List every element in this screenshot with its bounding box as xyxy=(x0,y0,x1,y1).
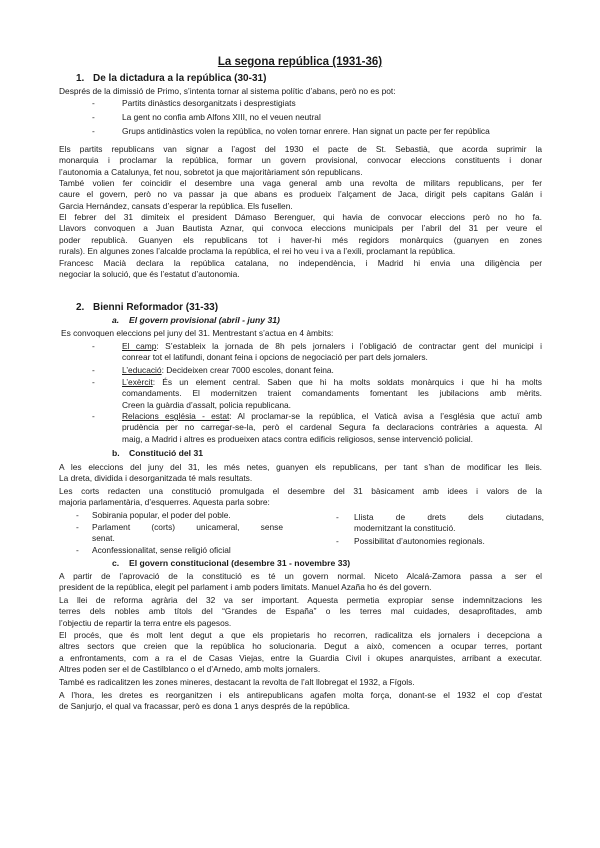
line: A partir de l’aprovació de la constitució es té un govern normal. Niceto Alcalá-Zamora passa a ser el xyxy=(59,571,542,581)
s2b-left-dash: - xyxy=(76,522,79,532)
line: l’objectiu de repartir la terra entre els pagesos. xyxy=(59,617,232,628)
s2a-dash: - xyxy=(92,341,95,351)
section-2-title: Bienni Reformador (31-33) xyxy=(93,302,219,313)
s2b-right-dash: - xyxy=(336,512,339,522)
s2b-left-item-3: Aconfessionalitat, sense religió oficial xyxy=(92,545,231,555)
s1-paragraph-3 xyxy=(59,212,542,258)
line: rurals). En algunes zones l’alcalde proclama la república, el rei ho veu i va a l’exili, proclamant la república. xyxy=(59,246,456,257)
s2c-paragraph-1 xyxy=(59,571,542,594)
section-1-title: De la dictadura a la república (30-31) xyxy=(93,73,267,84)
line: prudència per no carregar-se-la, però el cardenal Segura fa declaracions contràries a aquesta. Al xyxy=(122,422,542,433)
line: La llei de reforma agrària del 32 va ser important. Aquesta permetia expropiar sense indemnitzacions les xyxy=(59,595,542,605)
line: maig, a Madrid i altres es produeixen atacs contra edificis religiosos, sense intervenció policial. xyxy=(122,433,473,444)
line: Altres poden ser el de Castilblanco o el d’Arnedo, amb molts jornalers. xyxy=(59,664,321,675)
line: conrear tot el latifundi, donant feina i opcions de negociació per part dels jornalers. xyxy=(122,352,428,363)
s1-bullet-dash: - xyxy=(92,98,95,108)
subsection-a-title: El govern provisional (abril - juny 31) xyxy=(129,315,280,325)
subsection-c-letter: c. xyxy=(112,558,120,568)
subsection-b-title: Constitució del 31 xyxy=(129,448,204,458)
s2b-left-dash: - xyxy=(76,545,79,555)
s2a-item-label: L’exèrcit xyxy=(122,377,153,387)
s2b-left-dash: - xyxy=(76,510,79,520)
s2a-intro: Es convoquen eleccions pel juny del 31. Mentrestant s’actua en 4 àmbits: xyxy=(61,328,334,338)
line: Les corts redacten una constitució promulgada el desembre del 31 bàsicament amb idees i valors de la xyxy=(59,486,542,496)
s2a-dash: - xyxy=(92,365,95,375)
line: Garcia Hernández, cansats d’esperar la república. Els fusellen. xyxy=(59,200,293,211)
s1-intro: Després de la dimissió de Primo, s’intenta tornar al sistema polític d’abans, però no es pot: xyxy=(59,86,396,96)
subsection-b-heading xyxy=(112,448,203,458)
line: l’autonomia a Catalunya, fet nou, sobretot ja que majoritàriament són republicans. xyxy=(59,166,363,177)
page-title: La segona república (1931-36) xyxy=(217,56,383,68)
s2c-paragraph-4: També es radicalitzen les zones mineres, destacant la revolta de l’alt llobregat el 1932, a Fígols. xyxy=(59,677,415,687)
s1-paragraph-4 xyxy=(59,258,542,281)
line: : S’estableix la jornada de 8h pels jornalers i l’obligació de contractar gent del municipi i xyxy=(156,341,542,351)
section-1-heading xyxy=(76,73,266,84)
s2b-right-item-2: Possibilitat d’autonomies regionals. xyxy=(354,536,485,546)
s2a-item-label: El camp xyxy=(122,341,157,351)
line: : Al proclamar-se la república, el Vaticà avisa a l’església que actuï amb xyxy=(229,411,542,421)
s2a-item-camp xyxy=(122,341,542,364)
line: Creen la guàrdia d’assalt, policia republicana. xyxy=(122,399,291,410)
line: Llavors convoquen a Juan Bautista Aznar, qui convoca eleccions municipals per l’abril del 31 per veure el xyxy=(59,223,542,234)
s2a-dash: - xyxy=(92,411,95,421)
subsection-c-title: El govern constitucional (desembre 31 - novembre 33) xyxy=(129,558,351,568)
s2b-left-item-2 xyxy=(92,522,283,545)
s1-bullet-2: La gent no confia amb Alfons XIII, no el veuen neutral xyxy=(122,112,321,122)
section-2-heading xyxy=(76,302,218,313)
s2a-item-label: L’educació xyxy=(122,365,162,375)
s2a-item-educacio xyxy=(122,365,542,376)
line: terres dels nobles amb títols del “Grandes de España” o les terres mal cuidades, desaprofitades, amb xyxy=(59,606,542,617)
s1-bullet-dash: - xyxy=(92,126,95,136)
line: majoria parlamentària, d’esquerres. Aquesta parla sobre: xyxy=(59,497,270,508)
s2c-paragraph-5 xyxy=(59,690,542,713)
s2a-item-esglesia xyxy=(122,411,542,445)
line: monarquia i proclamar la república, formar un govern provisional, convocar eleccions constituents i donar xyxy=(59,155,542,166)
section-2-number: 2. xyxy=(76,302,85,313)
s1-bullet-dash: - xyxy=(92,112,95,122)
line: Els partits republicans van signar a l’agost del 1930 el pacte de St. Sebastià, que acorda suprimir la xyxy=(59,144,542,154)
s1-bullet-1: Partits dinàstics desorganitzats i desprestigiats xyxy=(122,98,296,108)
line: modernitzant la constitució. xyxy=(354,523,456,534)
line: Parlament (corts) unicameral, sense xyxy=(92,522,283,532)
line: president de la república, elegit pel parlament i amb poders limitats. Manuel Azaña ho és del govern. xyxy=(59,582,432,593)
subsection-a-heading xyxy=(112,315,280,325)
line: : És un element central. Saben que hi ha molts soldats monàrquics i que hi ha molts xyxy=(152,377,542,387)
line: comandaments. El modernitzen traient comandaments fomentant les jubilacions amb mèrits. xyxy=(122,388,542,399)
s2b-paragraph-2 xyxy=(59,486,542,509)
line: Francesc Macià declara la república catalana, no independència, i Madrid hi envia una diligència per xyxy=(59,258,542,268)
line: de Sanjurjo, el qual va fracassar, però es dona 1 anys després de la república. xyxy=(59,701,350,712)
line: Llista de drets dels ciutadans, xyxy=(354,512,544,522)
line: A l’hora, les dretes es reorganitzen i els antirepublicans agafen molta força, donant-se el 1932 el cop d’estat xyxy=(59,690,542,700)
subsection-a-letter: a. xyxy=(112,315,120,325)
line: senat. xyxy=(92,533,115,544)
subsection-c-heading xyxy=(112,558,350,568)
line: El febrer del 31 dimiteix el president Dámaso Berenguer, qui havia de convocar eleccions però no ho fa. xyxy=(59,212,542,222)
line: : Decideixen crear 7000 escoles, donant feina. xyxy=(161,365,334,375)
line: a enfrontaments, com a ra el de Casas Viejas, entre la Guardia Civil i okupes anarquistes, arribant a executar. xyxy=(59,652,542,663)
s2c-paragraph-2 xyxy=(59,595,542,629)
s1-paragraph-2 xyxy=(59,178,542,212)
s1-paragraph-1 xyxy=(59,144,542,178)
line: caure el govern, però no va passar ja que abans es produeix l’alçament de Jaca, dirigit pels capitans Galán i xyxy=(59,189,542,200)
s2c-paragraph-3 xyxy=(59,630,542,676)
s2b-right-item-1 xyxy=(354,512,544,535)
line: poder republicà. Guanyen els republicans tot i haver-hi més regidors monàrquics (guanyen en zones xyxy=(59,234,542,245)
s2b-right-dash: - xyxy=(336,536,339,546)
s2b-paragraph-1 xyxy=(59,462,542,485)
line: negociar la solució, que és l’estatut d’autonomia. xyxy=(59,269,240,280)
s2a-item-label: Relacions església - estat xyxy=(122,411,230,421)
line: La dreta, dividida i desorganitzada té mals resultats. xyxy=(59,473,253,484)
s2a-item-exercit xyxy=(122,377,542,411)
section-1-number: 1. xyxy=(76,73,85,84)
subsection-b-letter: b. xyxy=(112,448,120,458)
s2a-dash: - xyxy=(92,377,95,387)
s1-bullet-3: Grups antidinàstics volen la república, no volen tornar enrere. Han signat un pacte per fer república xyxy=(122,126,490,136)
s2b-left-item-1: Sobirania popular, el poder del poble. xyxy=(92,510,231,520)
line: També volien fer coincidir el desembre una vaga general amb una revolta de militars republicans, per fer xyxy=(59,178,542,188)
line: altres sectors que creien que la república ho solucionaria. Degut a això, comencen a ocupar terres, portant xyxy=(59,641,542,652)
line: A les eleccions del juny del 31, les més netes, guanyen els republicans, per tant s’han de modificar les lleis. xyxy=(59,462,542,472)
line: El procés, que és molt lent degut a que els propietaris ho recorren, radicalitza els jornalers i decepciona a xyxy=(59,630,542,640)
